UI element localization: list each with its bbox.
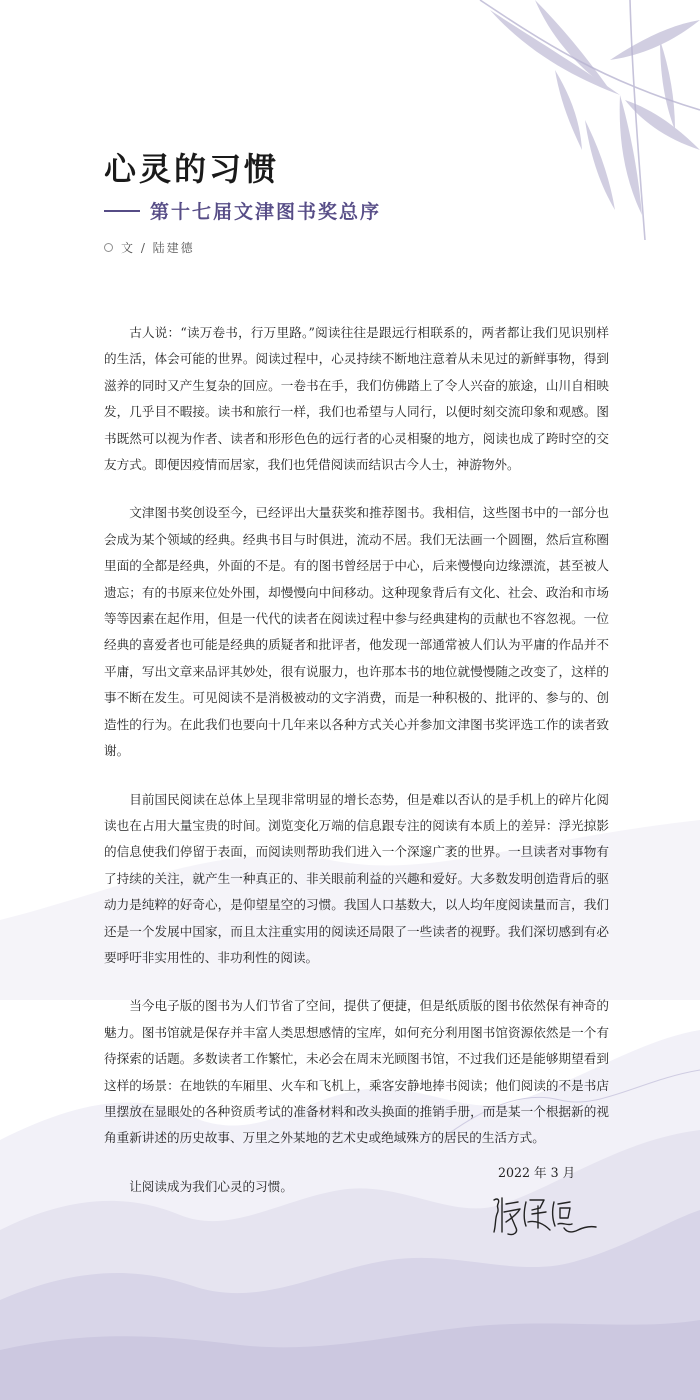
byline-text: 文 / 陆建德 <box>121 241 195 255</box>
page-title: 心灵的习惯 <box>104 150 280 188</box>
byline <box>104 239 195 256</box>
paragraph: 文津图书奖创设至今，已经评出大量获奖和推荐图书。我相信，这些图书中的一部分也会成为某个领域的经典。经典书目与时俱进，流动不居。我们无法画一个圆圈，然后宣称圈里面的全都是经典，外面的不是。有的图书曾经居于中心，后来慢慢向边缘漂流，甚至被人遗忘；有的书原来位处外围，却慢慢向中间移动。这种现象背后有文化、社会、政治和市场等等因素在起作用，但是一代代的读者在阅读过程中参与经典建构的贡献也不容忽视。一位经典的喜爱者也可能是经典的质疑者和批评者，他发现一部通常被人们认为平庸的作品并不平庸，写出文章来品评其妙处，很有说服力，也许那本书的地位就慢慢随之改变了，这样的事不断在发生。可见阅读不是消极被动的文字消费，而是一种积极的、批评的、参与的、创造性的行为。在此我们也要向十几年来以各种方式关心并参加文津图书奖评选工作的读者致谢。 <box>104 505 609 759</box>
circle-icon <box>104 243 113 252</box>
paragraph: 目前国民阅读在总体上呈现非常明显的增长态势，但是难以否认的是手机上的碎片化阅读也在占用大量宝贵的时间。浏览变化万端的信息跟专注的阅读有本质上的差异：浮光掠影的信息使我们停留于表面，而阅读则帮助我们进入一个深邃广袤的世界。一旦读者对事物有了持续的关注，就产生一种真正的、非关眼前利益的兴趣和爱好。大多数发明创造背后的驱动力是纯粹的好奇心，是仰望星空的习惯。我国人口基数大，以人均年度阅读量而言，我们还是一个发展中国家，而且太注重实用的阅读还局限了一些读者的视野。我们深切感到有必要呼吁非实用性的、非功利性的阅读。 <box>104 791 609 965</box>
subtitle <box>104 197 381 224</box>
article-body <box>104 320 609 1200</box>
bamboo-decoration <box>370 0 700 270</box>
subtitle-text: 第十七届文津图书奖总序 <box>150 201 382 223</box>
paragraph: 古人说：“读万卷书，行万里路。”阅读往往是跟远行相联系的，两者都让我们见识别样的生活，体会可能的世界。阅读过程中，心灵持续不断地注意着从未见过的新鲜事物，得到滋养的同时又产生复杂的回应。一卷书在手，我们仿佛踏上了令人兴奋的旅途，山川自相映发，几乎目不暇接。读书和旅行一样，我们也希望与人同行，以便时刻交流印象和观感。图书既然可以视为作者、读者和形形色色的远行者的心灵相聚的地方，阅读也成了跨时空的交友方式。即便因疫情而居家，我们也凭借阅读而结识古今人士，神游物外。 <box>104 325 609 473</box>
paragraph: 当今电子版的图书为人们节省了空间，提供了便捷，但是纸质版的图书依然保有神奇的魅力。图书馆就是保存并丰富人类思想感情的宝库，如何充分利用图书馆资源依然是一个有待探索的话题。多数读者工作繁忙，未必会在周末光顾图书馆，不过我们还是能够期望看到这样的场景：在地铁的车厢里、火车和飞机上，乘客安静地捧书阅读；他们阅读的不是书店里摆放在显眼处的各种资质考试的准备材料和改头换面的推销手册，而是某一个根据新的视角重新讲述的历史故事、万里之外某地的艺术史或绝域殊方的居民的生活方式。 <box>104 998 609 1146</box>
signature <box>488 1192 598 1242</box>
dash-icon <box>104 210 140 212</box>
paragraph: 让阅读成为我们心灵的习惯。 <box>129 1178 293 1194</box>
date: 2022 年 3 月 <box>498 1165 576 1180</box>
